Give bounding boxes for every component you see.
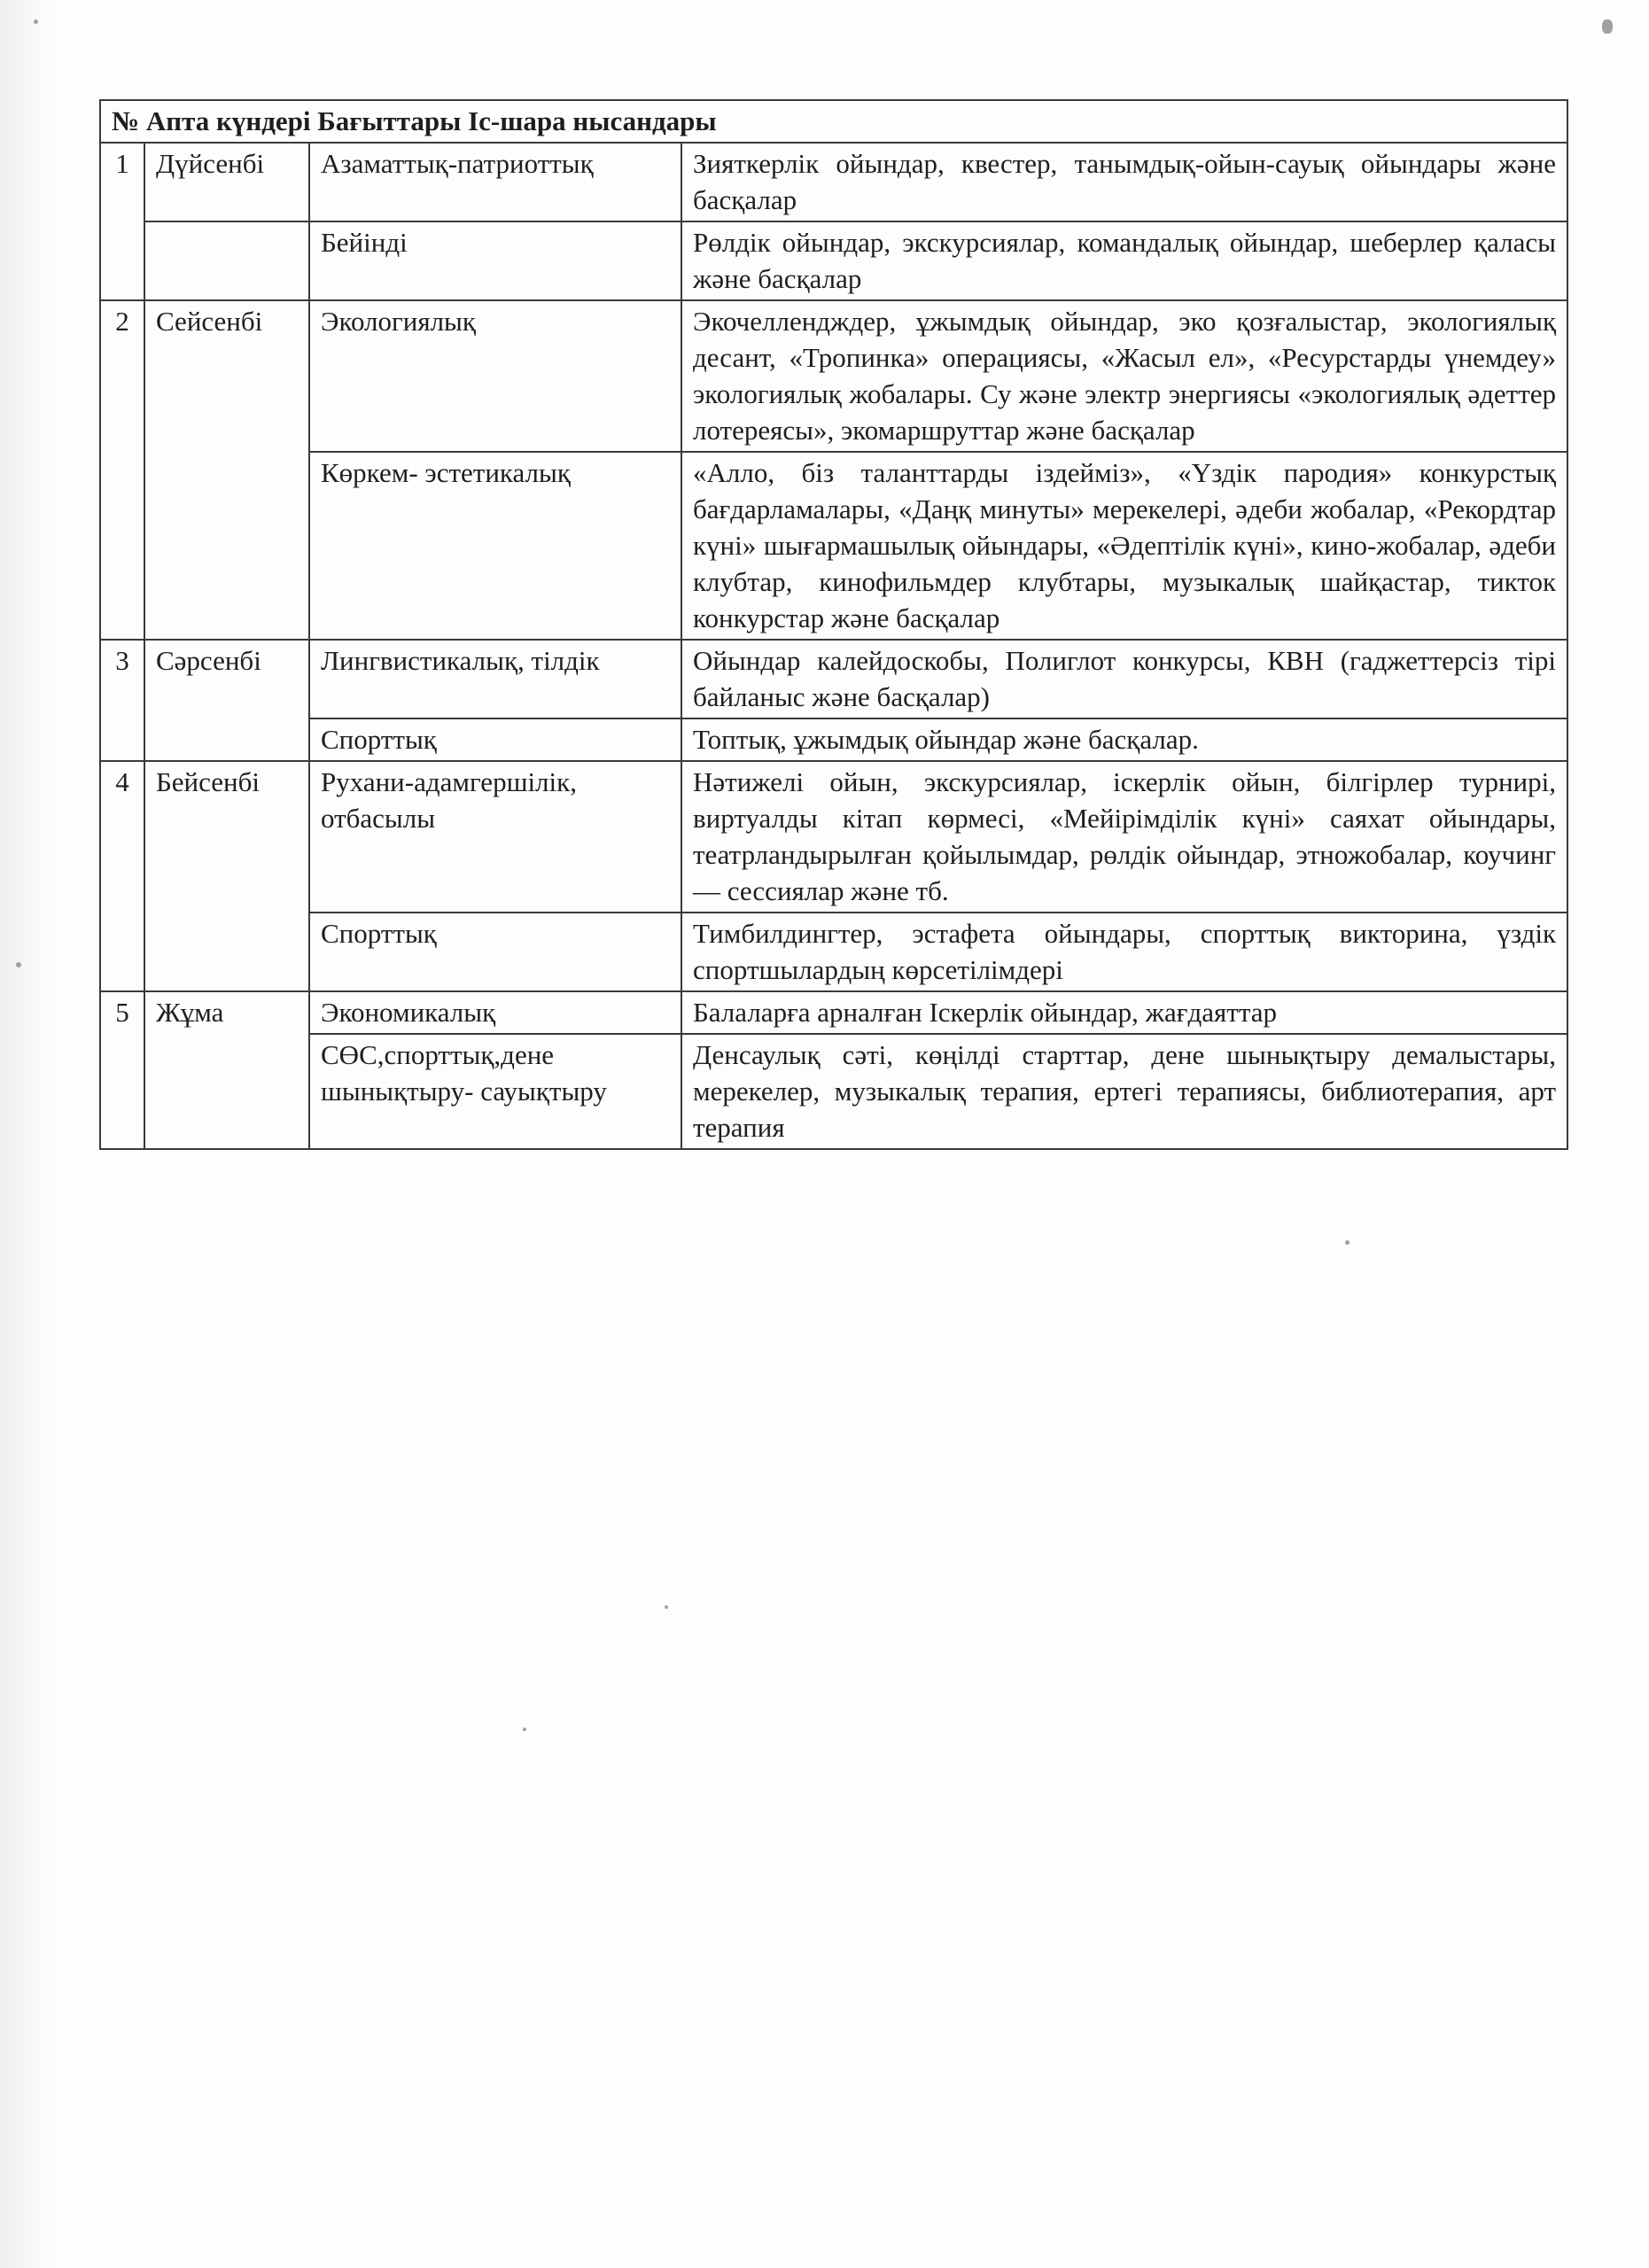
direction: Рухани-адамгершілік, отбасылы bbox=[309, 761, 681, 913]
event-forms: Топтық, ұжымдық ойындар және басқалар. bbox=[681, 718, 1567, 761]
weekday bbox=[144, 913, 309, 991]
scan-speck bbox=[1345, 1240, 1350, 1245]
scan-speck bbox=[34, 19, 38, 24]
event-forms: Рөлдік ойындар, экскурсиялар, командалық ойындар, шеберлер қаласы және басқалар bbox=[681, 221, 1567, 300]
event-forms: Денсаулық сәті, көңілді старттар, дене шынықтыру демалыстары, мерекелер, музыкалық терапия, ертегі терапиясы, библиотерапия, арт терапия bbox=[681, 1034, 1567, 1149]
scan-shadow-edge bbox=[0, 0, 80, 2268]
direction: Бейінді bbox=[309, 221, 681, 300]
event-forms: «Алло, біз таланттарды іздейміз», «Үздік пародия» конкурстық бағдарламалары, «Даңқ минуты» мерекелері, әдеби жобалар, «Рекордтар күні» шығармашылық ойындары, «Әдептілік күні», кино-жобалар, әдеби клубтар, кинофильмдер клубтары, музыкалық шайқастар, тикток конкурстар және басқалар bbox=[681, 452, 1567, 640]
table-row bbox=[100, 761, 1567, 913]
direction: Спорттық bbox=[309, 718, 681, 761]
direction: Лингвистикалық, тілдік bbox=[309, 640, 681, 718]
direction: Спорттық bbox=[309, 913, 681, 991]
weekday bbox=[144, 1034, 309, 1149]
weekday bbox=[144, 718, 309, 761]
event-forms: Тимбилдингтер, эстафета ойындары, спорттық викторина, үздік спортшылардың көрсетілімдері bbox=[681, 913, 1567, 991]
event-forms: Экочеллендждер, ұжымдық ойындар, эко қозғалыстар, экологиялық десант, «Тропинка» операциясы, «Жасыл ел», «Ресурстарды үнемдеу» экологиялық жобалары. Су және электр энергиясы «экологиялық әдеттер лотереясы», экомаршруттар және басқалар bbox=[681, 300, 1567, 452]
row-number bbox=[100, 221, 144, 300]
table-row bbox=[100, 718, 1567, 761]
table-row bbox=[100, 991, 1567, 1034]
weekday: Дүйсенбі bbox=[144, 143, 309, 221]
row-number: 1 bbox=[100, 143, 144, 221]
row-number: 4 bbox=[100, 761, 144, 913]
row-number: 5 bbox=[100, 991, 144, 1034]
row-number bbox=[100, 1034, 144, 1149]
table-header-row bbox=[100, 100, 1567, 143]
event-forms: Нәтижелі ойын, экскурсиялар, іскерлік ойын, білгірлер турнирі, виртуалды кітап көрмесі, «Мейірімділік күні» саяхат ойындары, театрландырылған қойылымдар, рөлдік ойындар, этножобалар, коучинг — сессиялар және тб. bbox=[681, 761, 1567, 913]
row-number bbox=[100, 452, 144, 640]
row-number: 2 bbox=[100, 300, 144, 452]
event-forms: Зияткерлік ойындар, квестер, танымдық-ойын-сауық ойындары және басқалар bbox=[681, 143, 1567, 221]
table-row bbox=[100, 1034, 1567, 1149]
scan-speck bbox=[1602, 19, 1613, 34]
event-forms: Ойындар калейдоскобы, Полиглот конкурсы, КВН (гаджеттерсіз тірі байланыс және басқалар) bbox=[681, 640, 1567, 718]
table-header: № Апта күндері Бағыттары Іс-шара нысандары bbox=[100, 100, 1567, 143]
direction: Азаматтық-патриоттық bbox=[309, 143, 681, 221]
scan-speck bbox=[16, 962, 21, 967]
direction: Экономикалық bbox=[309, 991, 681, 1034]
weekday bbox=[144, 452, 309, 640]
direction: Экологиялық bbox=[309, 300, 681, 452]
direction: СӨС,спорттық,дене шынықтыру- сауықтыру bbox=[309, 1034, 681, 1149]
table-row bbox=[100, 640, 1567, 718]
weekday: Сейсенбі bbox=[144, 300, 309, 452]
row-number bbox=[100, 718, 144, 761]
row-number: 3 bbox=[100, 640, 144, 718]
weekday: Сәрсенбі bbox=[144, 640, 309, 718]
weekday: Жұма bbox=[144, 991, 309, 1034]
event-forms: Балаларға арналған Іскерлік ойындар, жағдаяттар bbox=[681, 991, 1567, 1034]
direction: Көркем- эстетикалық bbox=[309, 452, 681, 640]
table-row bbox=[100, 452, 1567, 640]
table-row bbox=[100, 300, 1567, 452]
weekly-activity-table bbox=[99, 99, 1568, 1150]
row-number bbox=[100, 913, 144, 991]
table-row bbox=[100, 143, 1567, 221]
table-row bbox=[100, 913, 1567, 991]
scan-speck bbox=[523, 1728, 526, 1731]
scan-speck bbox=[665, 1605, 668, 1609]
weekday: Бейсенбі bbox=[144, 761, 309, 913]
weekday bbox=[144, 221, 309, 300]
table-row bbox=[100, 221, 1567, 300]
